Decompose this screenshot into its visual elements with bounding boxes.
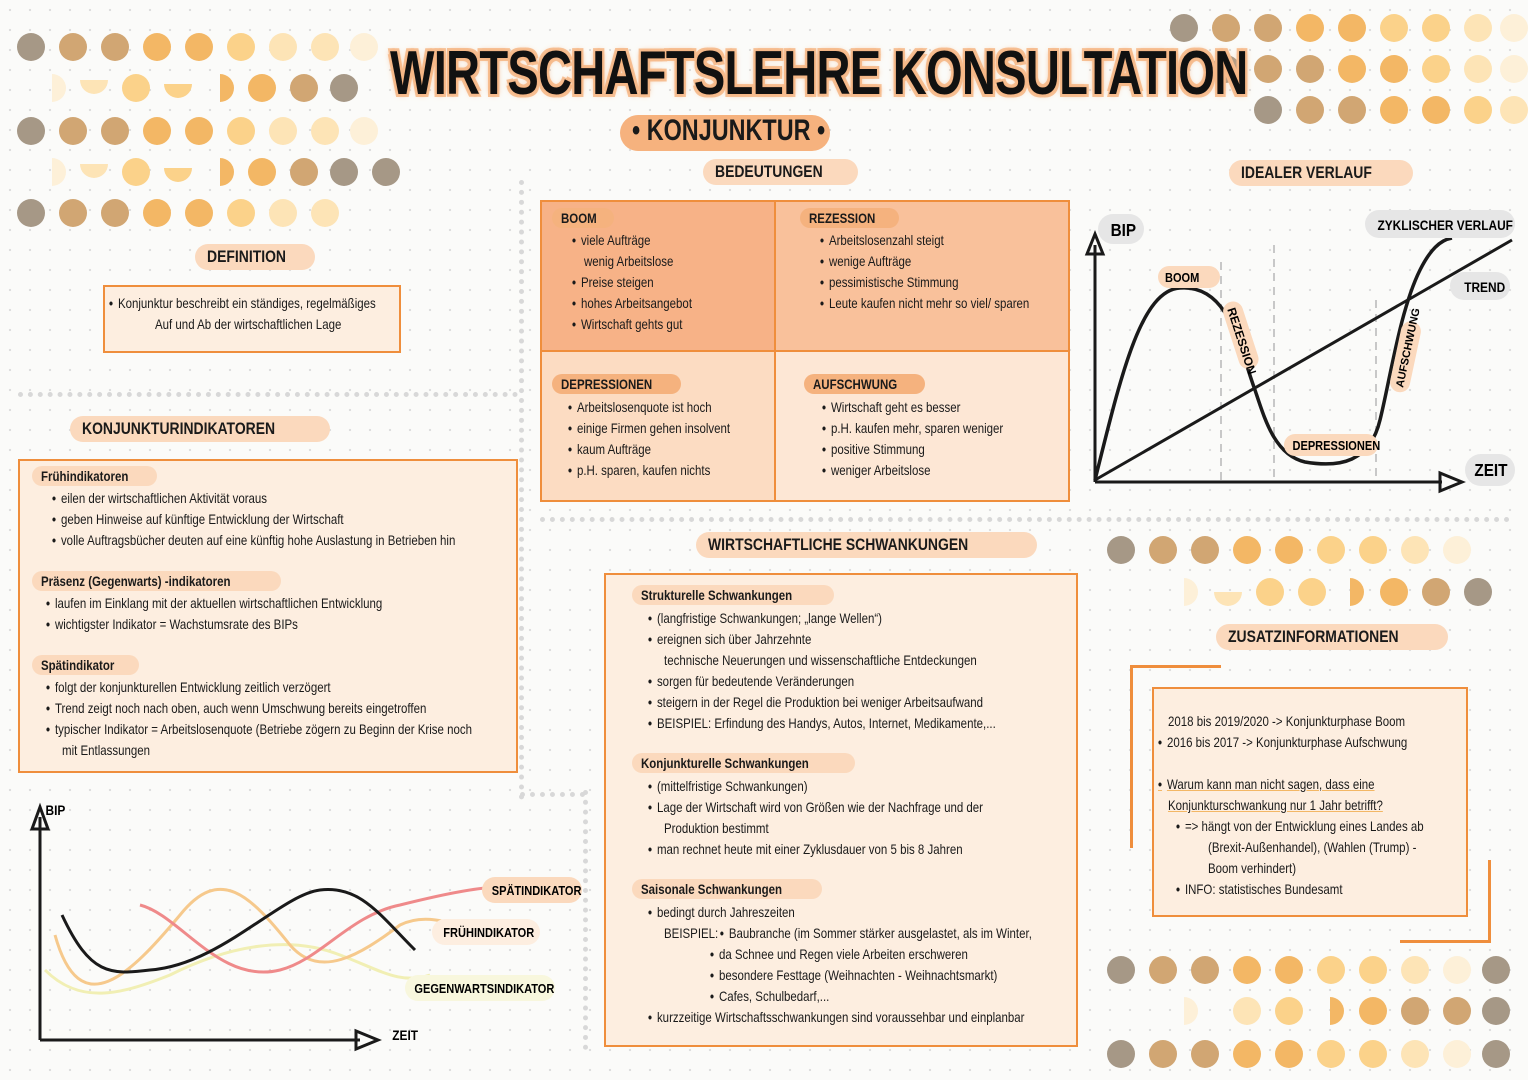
definition-heading-text: DEFINITION	[207, 247, 287, 266]
praesenz-item	[46, 593, 382, 614]
zusatz-line	[1168, 711, 1405, 732]
konjunkturell-line	[648, 797, 983, 818]
aufschwung-label-text: AUFSCHWUNG	[813, 376, 898, 392]
boom-tag: BOOM	[1165, 270, 1200, 286]
definition-line	[109, 293, 376, 314]
main-line	[62, 889, 415, 972]
aufschwung-item	[822, 460, 930, 481]
konjunkturell-line-text: Produktion bestimmt	[664, 820, 769, 836]
depressionen-cell	[542, 352, 776, 500]
rezession-tag: REZESSION	[1224, 305, 1259, 377]
divider-left	[18, 392, 518, 397]
fruh-label	[32, 466, 157, 486]
saisonal-line	[710, 986, 829, 1007]
saisonal-line-text: BEISPIEL:	[664, 925, 719, 941]
zusatz-question	[1158, 774, 1375, 795]
zusatz-line	[1158, 732, 1407, 753]
spaet-item	[46, 677, 331, 698]
zusatz-answer-text: => hängt von der Entwicklung eines Landes ab	[1184, 818, 1424, 834]
trend-tag: TREND	[1464, 279, 1506, 296]
saisonal-line-text: bedingt durch Jahreszeiten	[656, 904, 795, 920]
saisonal-line-text: kurzzeitige Wirtschaftsschwankungen sind voraussehbar und einplanbar	[656, 1009, 1025, 1025]
indicator-chart-xlabel: ZEIT	[392, 1027, 419, 1044]
fruh-tag: FRÜHINDIKATOR	[443, 925, 535, 941]
rezession-item-text: Leute kaufen nicht mehr so viel/ sparen	[828, 295, 1030, 311]
subtitle	[632, 114, 825, 148]
saisonal-label-text: Saisonale Schwankungen	[641, 881, 782, 897]
indicator-chart	[20, 795, 590, 1055]
strukturell-line	[648, 671, 854, 692]
fruh-item-text: volle Auftragsbücher deuten auf eine künftig hohe Auslastung in Betrieben hin	[60, 532, 456, 548]
fruh-item-text: geben Hinweise auf künftige Entwicklung der Wirtschaft	[60, 511, 344, 527]
spaet-tag: SPÄTINDIKATOR	[491, 883, 582, 899]
spaet-item-text: typischer Indikator = Arbeitslosenquote (Betriebe zögern zu Beginn der Krise noch	[54, 721, 472, 737]
saisonal-line	[664, 923, 1032, 944]
indicator-chart-ylabel: BIP	[45, 802, 66, 819]
boom-item-text: viele Aufträge	[580, 232, 651, 248]
indikatoren-box	[18, 459, 518, 773]
fruh-item-text: eilen der wirtschaftlichen Aktivität voraus	[60, 490, 268, 506]
zusatz-line-text: 2018 bis 2019/2020 -> Konjunkturphase Boom	[1168, 713, 1406, 729]
strukturell-label	[632, 585, 834, 605]
zusatz-heading-text: ZUSATZINFORMATIONEN	[1228, 627, 1399, 646]
boom-label	[552, 208, 614, 228]
strukturell-line-text: technische Neuerungen und wissenschaftliche Entdeckungen	[664, 652, 977, 668]
fruh-item	[52, 509, 344, 530]
praesenz-label	[32, 571, 281, 591]
rezession-label	[800, 208, 899, 228]
spaet-item-continuation	[62, 740, 150, 761]
bedeutungen-heading-text: BEDEUTUNGEN	[715, 162, 823, 181]
konjunkturell-line	[664, 818, 769, 839]
strukturell-line	[648, 692, 983, 713]
saisonal-line	[710, 944, 968, 965]
rezession-item-text: pessimistische Stimmung	[828, 274, 959, 290]
definition-heading	[195, 244, 315, 270]
aufschwung-cell	[776, 352, 1068, 500]
aufschwung-item-text: Wirtschaft geht es besser	[830, 399, 961, 415]
saisonal-line-text: Baubranche (im Sommer stärker ausgelastet, als im Winter,	[728, 925, 1032, 941]
rezession-cell	[776, 202, 1068, 352]
praesenz-item-text: laufen im Einklang mit der aktuellen wirtschaftlichen Entwicklung	[54, 595, 383, 611]
zusatz-question-text: Warum kann man nicht sagen, dass eine	[1166, 776, 1375, 792]
spaet-label-text: Spätindikator	[41, 657, 115, 673]
fruh-label-text: Frühindikatoren	[41, 468, 129, 484]
verlauf-chart	[1080, 200, 1520, 500]
aufschwung-item-text: positive Stimmung	[830, 441, 925, 457]
rezession-item	[820, 230, 944, 251]
boom-cell	[542, 202, 776, 352]
fruh-item	[52, 530, 455, 551]
rezession-item	[820, 293, 1029, 314]
zusatz-answer-text: (Brexit-Außenhandel), (Wahlen (Trump) -	[1208, 839, 1417, 855]
zusatz-answer	[1176, 816, 1424, 837]
aufschwung-item-text: p.H. kaufen mehr, sparen weniger	[830, 420, 1004, 436]
aufschwung-item-text: weniger Arbeitslose	[830, 462, 931, 478]
indikatoren-heading	[70, 416, 330, 442]
divider-vertical-left	[519, 180, 524, 800]
bullet-icon: •	[632, 114, 647, 147]
aufschwung-item	[822, 418, 1003, 439]
depressionen-tag: DEPRESSIONEN	[1292, 438, 1381, 454]
definition-line-text: Konjunktur beschreibt ein ständiges, regelmäßiges	[117, 295, 376, 311]
konjunkturell-line-text: (mittelfristige Schwankungen)	[656, 778, 808, 794]
verlauf-x-arrow	[1440, 473, 1462, 491]
saisonal-line-text: da Schnee und Regen viele Arbeiten erschweren	[718, 946, 968, 962]
rezession-item	[820, 251, 911, 272]
spaet-continuation-text: mit Entlassungen	[62, 742, 151, 758]
definition-line	[155, 314, 341, 335]
aufschwung-item	[822, 397, 960, 418]
zusatz-answer	[1208, 858, 1296, 879]
praesenz-item-text: wichtigster Indikator = Wachstumsrate des BIPs	[54, 616, 298, 632]
schwankungen-box	[604, 573, 1078, 1047]
saisonal-line	[710, 965, 997, 986]
boom-item-text: wenig Arbeitslose	[584, 253, 674, 269]
depressionen-label-text: DEPRESSIONEN	[561, 376, 653, 392]
praesenz-label-text: Präsenz (Gegenwarts) -indikatoren	[41, 573, 231, 589]
indikatoren-heading-text: KONJUNKTURINDIKATOREN	[82, 419, 276, 438]
schwankungen-heading	[696, 532, 1037, 558]
boom-item	[584, 251, 673, 272]
boom-label-text: BOOM	[561, 210, 597, 226]
depressionen-item-text: p.H. sparen, kaufen nichts	[576, 462, 711, 478]
strukturell-line-text: steigern in der Regel die Produktion bei weniger Arbeitsaufwand	[656, 694, 984, 710]
boom-item	[572, 272, 654, 293]
verlauf-xlabel: ZEIT	[1474, 459, 1508, 481]
zusatz-question-text: Konjunkturschwankung nur 1 Jahr betrifft?	[1168, 797, 1383, 813]
saisonal-line-text: besondere Festtage (Weihnachten - Weihnachtsmarkt)	[718, 967, 998, 983]
depressionen-item	[568, 418, 730, 439]
depressionen-label	[552, 374, 681, 394]
strukturell-line-text: BEISPIEL: Erfindung des Handys, Autos, Internet, Medikamente,...	[656, 715, 996, 731]
saisonal-line-text: Cafes, Schulbedarf,...	[718, 988, 830, 1004]
zusatz-line-text: 2016 bis 2017 -> Konjunkturphase Aufschwung	[1166, 734, 1408, 750]
aufschwung-item	[822, 439, 925, 460]
bedeutungen-heading	[703, 159, 858, 185]
rezession-item	[820, 272, 958, 293]
rezession-item-text: Arbeitslosenzahl steigt	[828, 232, 944, 248]
depressionen-item-text: Arbeitslosenquote ist hoch	[576, 399, 712, 415]
strukturell-line-text: sorgen für bedeutende Veränderungen	[656, 673, 855, 689]
depressionen-item-text: kaum Aufträge	[576, 441, 651, 457]
definition-box	[103, 285, 401, 353]
boom-item	[572, 293, 692, 314]
zyklisch-tag: ZYKLISCHER VERLAUF	[1377, 217, 1513, 234]
strukturell-line-text: (langfristige Schwankungen; „lange Wellen“)	[656, 610, 882, 626]
zusatz-info-text: INFO: statistisches Bundesamt	[1184, 881, 1343, 897]
spaet-label	[32, 655, 139, 675]
verlauf-heading	[1229, 160, 1413, 186]
boom-item-text: Preise steigen	[580, 274, 654, 290]
boom-item	[572, 230, 651, 251]
strukturell-line	[664, 650, 977, 671]
divider-mid	[540, 517, 1510, 522]
zusatz-answer-text: Boom verhindert)	[1208, 860, 1297, 876]
praesenz-item	[46, 614, 298, 635]
fruh-item	[52, 488, 267, 509]
konjunkturell-line-text: Lage der Wirtschaft wird von Größen wie der Nachfrage und der	[656, 799, 984, 815]
strukturell-line-text: ereignen sich über Jahrzehnte	[656, 631, 812, 647]
boom-item-text: Wirtschaft gehts gut	[580, 316, 683, 332]
zusatz-heading	[1216, 624, 1448, 650]
depressionen-item	[568, 460, 710, 481]
aufschwung-label	[804, 374, 925, 394]
subtitle-text: KONJUNKTUR	[646, 114, 811, 147]
aufschwung-tag: AUFSCHWUNG	[1394, 307, 1423, 389]
spaet-item-text: folgt der konjunkturellen Entwicklung zeitlich verzögert	[54, 679, 331, 695]
konjunkturell-label	[632, 753, 855, 773]
konjunkturell-line	[648, 776, 808, 797]
verlauf-heading-text: IDEALER VERLAUF	[1241, 163, 1372, 182]
strukturell-label-text: Strukturelle Schwankungen	[641, 587, 793, 603]
boom-item-text: hohes Arbeitsangebot	[580, 295, 693, 311]
rezession-item-text: wenige Aufträge	[828, 253, 912, 269]
konjunkturell-label-text: Konjunkturelle Schwankungen	[641, 755, 809, 771]
schwankungen-heading-text: WIRTSCHAFTLICHE SCHWANKUNGEN	[708, 535, 969, 554]
strukturell-line	[648, 608, 882, 629]
gegen-tag: GEGENWARTSINDIKATOR	[414, 981, 555, 997]
strukturell-line	[648, 629, 811, 650]
depressionen-item	[568, 439, 651, 460]
definition-line-text: Auf und Ab der wirtschaftlichen Lage	[155, 316, 342, 332]
spaet-item-text: Trend zeigt noch nach oben, auch wenn Umschwung bereits eingetroffen	[54, 700, 427, 716]
strukturell-line	[648, 713, 996, 734]
boom-item	[572, 314, 682, 335]
saisonal-line	[648, 1007, 1025, 1028]
verlauf-ylabel: BIP	[1110, 219, 1137, 241]
saisonal-label	[632, 879, 822, 899]
spaet-item	[46, 719, 472, 740]
depressionen-item	[568, 397, 712, 418]
depressionen-item-text: einige Firmen gehen insolvent	[576, 420, 731, 436]
konjunkturell-line-text: man rechnet heute mit einer Zyklusdauer von 5 bis 8 Jahren	[656, 841, 963, 857]
bedeutungen-grid	[540, 200, 1070, 502]
zusatz-box	[1152, 687, 1468, 917]
konjunkturell-line	[648, 839, 963, 860]
rezession-label-text: REZESSION	[809, 210, 876, 226]
zusatz-question	[1168, 795, 1383, 816]
zusatz-answer	[1208, 837, 1416, 858]
zusatz-info	[1176, 879, 1343, 900]
saisonal-line	[648, 902, 795, 923]
page-title: WIRTSCHAFTSLEHRE KONSULTATION	[390, 39, 1248, 108]
bullet-icon: •	[810, 114, 826, 147]
spaet-item	[46, 698, 426, 719]
